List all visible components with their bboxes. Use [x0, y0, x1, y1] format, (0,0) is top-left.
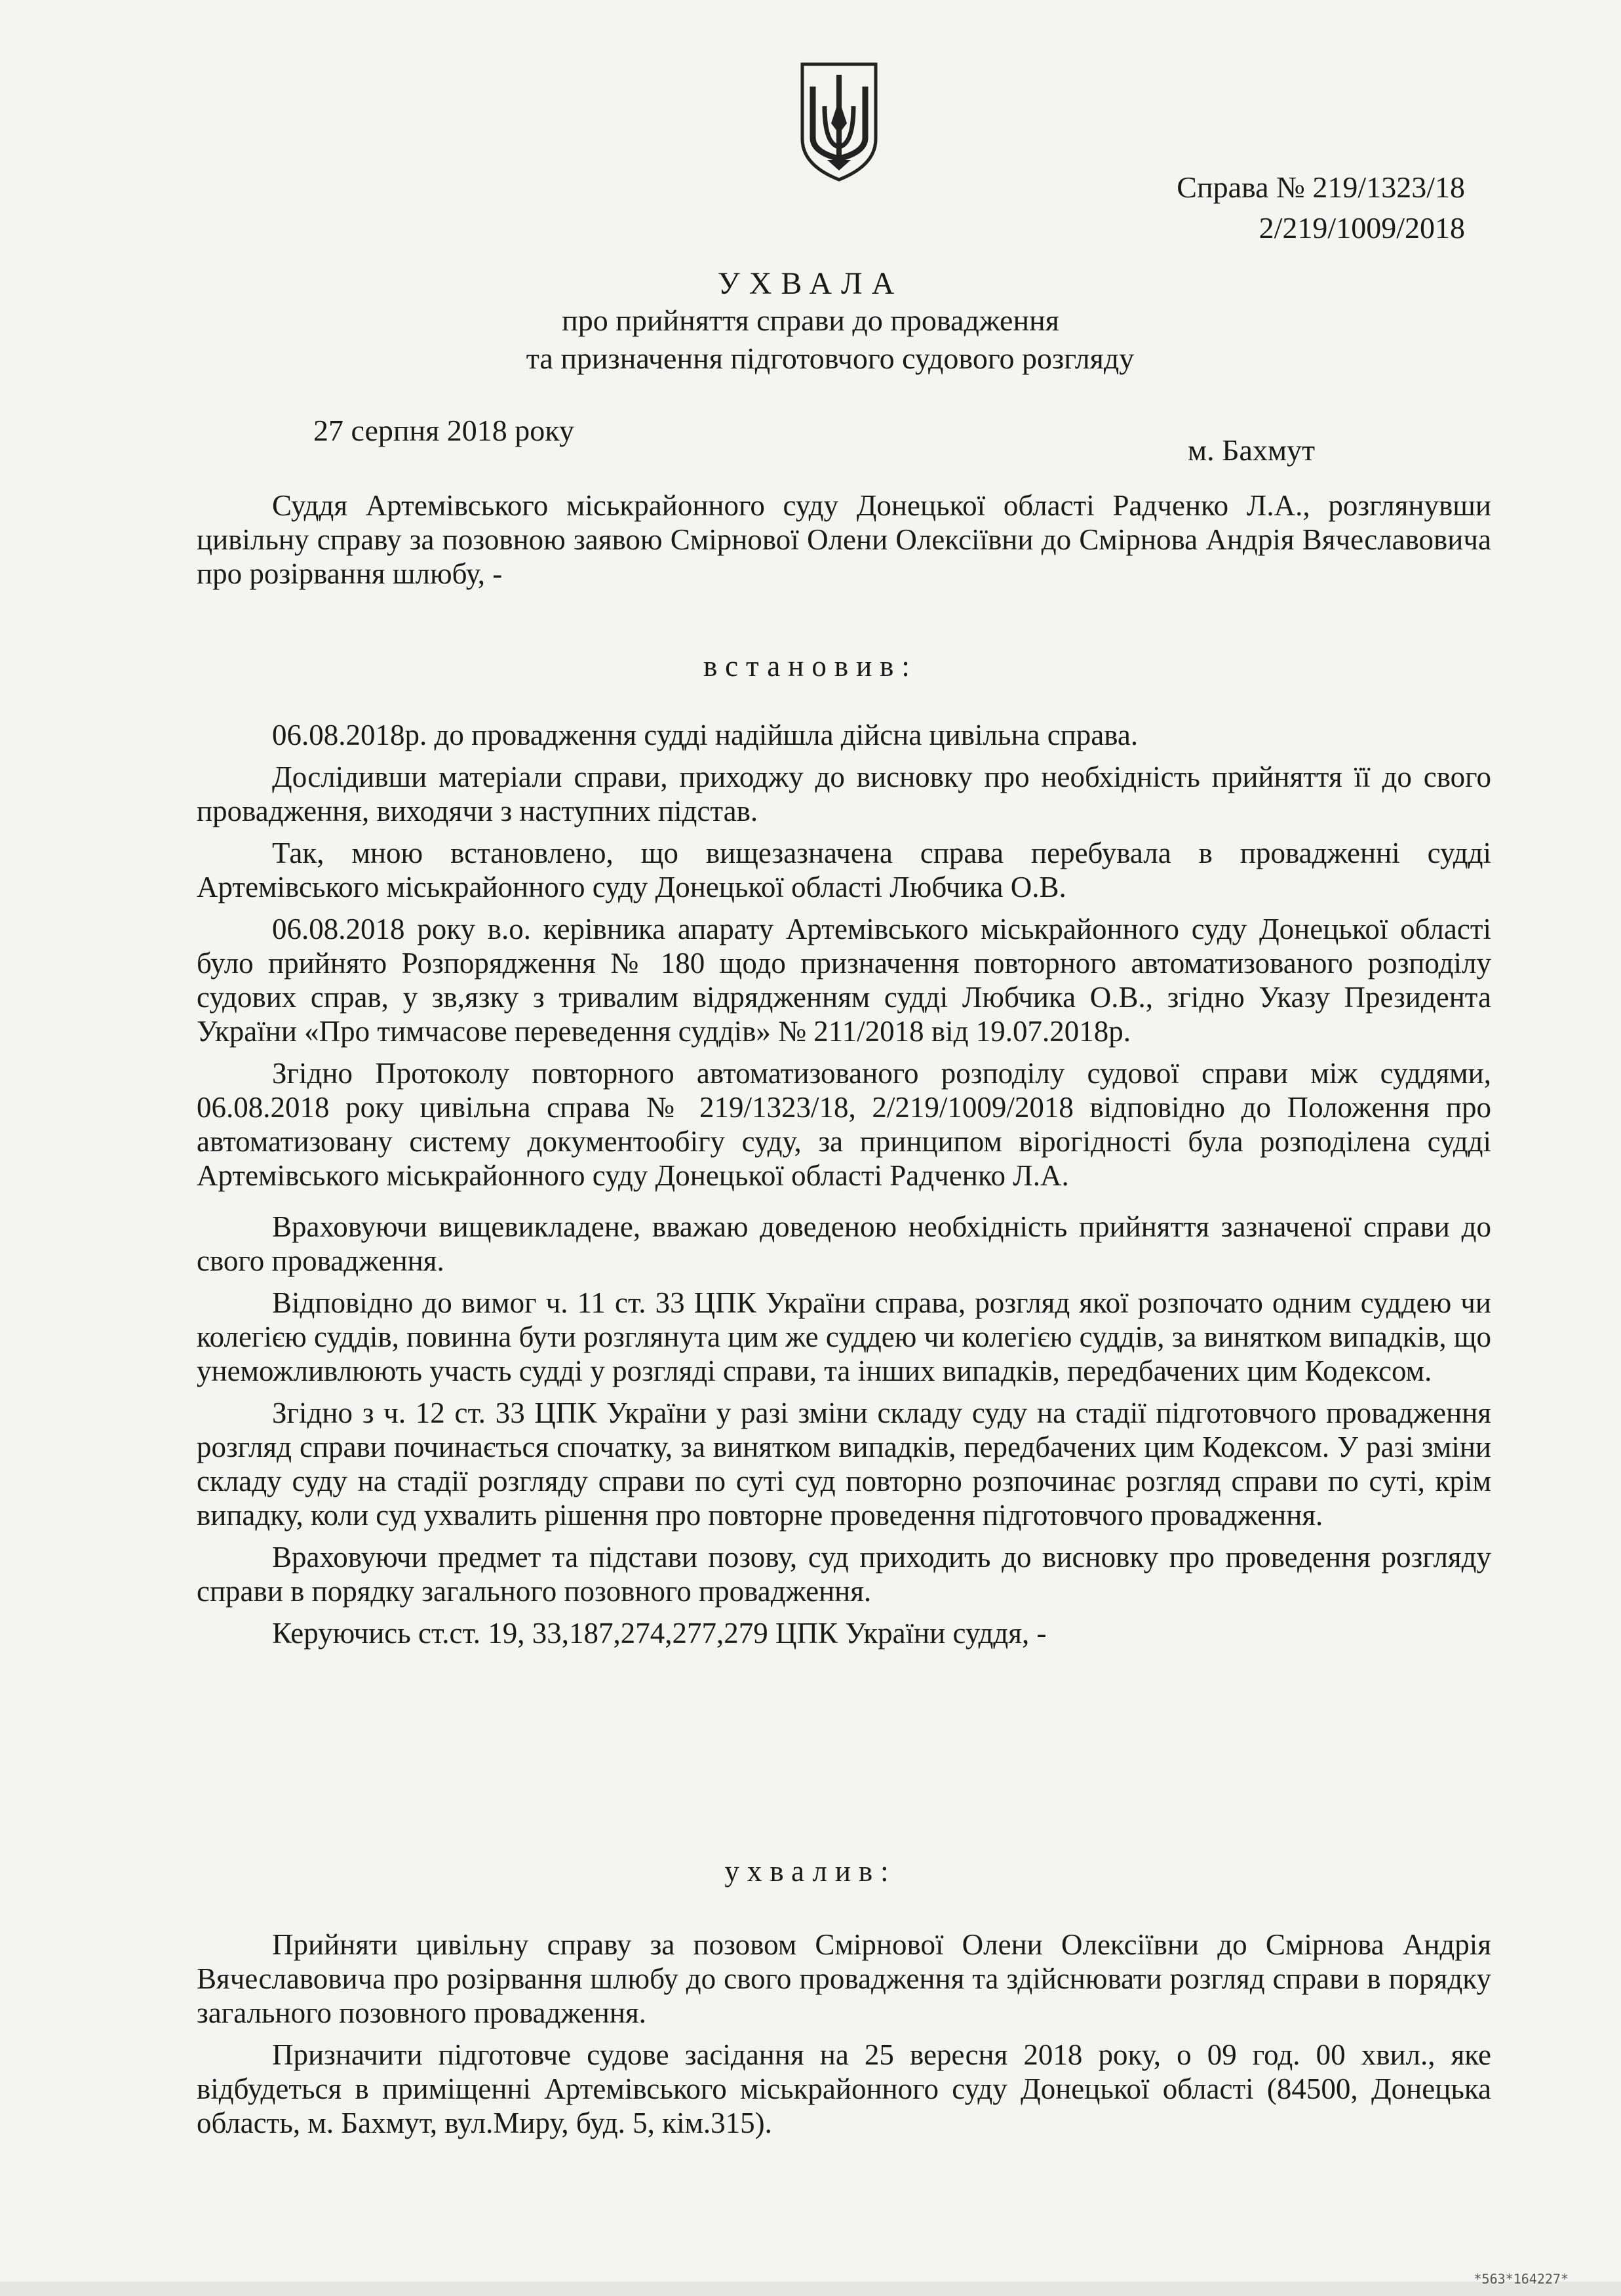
- section-heading-established: встановив:: [703, 650, 918, 683]
- case-number: [1177, 167, 1465, 248]
- established-paragraph: Згідно Протоколу повторного автоматизованого розподілу судової справи між суддями, 06.08.2018 року цивільна справа № 219/1323/18, 2/219/1009/2018 відповідно до Положення про автоматизовану систему документообігу суду, за принципом вірогідності була розподілена судді Артемівського міськрайонного суду Донецької області Радченко Л.А.: [197, 1057, 1491, 1192]
- page-edge: [0, 2282, 1621, 2296]
- barcode-stamp: *563*164227*: [1474, 2271, 1569, 2287]
- case-number-line1: Справа № 219/1323/18: [1177, 170, 1465, 204]
- tryzub-coat-of-arms-icon: [798, 60, 880, 182]
- document-subtitle-2: та призначення підготовчого судового розгляду: [526, 342, 1135, 375]
- document-title: УХВАЛА: [717, 266, 904, 301]
- document-date: 27 серпня 2018 року: [313, 414, 574, 447]
- established-paragraph: Керуючись ст.ст. 19, 33,187,274,277,279 ЦПК України суддя, -: [272, 1617, 1047, 1650]
- established-paragraph: 06.08.2018р. до провадження судді надійшла дійсна цивільна справа.: [272, 719, 1139, 751]
- intro-text: Суддя Артемівського міськрайонного суду Донецької області Радченко Л.А., розглянувши цивільну справу за позовною заявою Смірнової Олени Олексіївни до Смірнова Андрія Вячеславовича про розірвання шлюбу, -: [197, 489, 1491, 590]
- established-section: [197, 718, 1491, 1650]
- document-city: м. Бахмут: [1188, 433, 1316, 467]
- established-paragraph: Згідно з ч. 12 ст. 33 ЦПК України у разі зміни складу суду на стадії підготовчого провадження розгляд справи починається спочатку, за винятком випадків, передбачених цим Кодексом. У разі зміни складу суду на стадії розгляду справи по суті суд повторно розпочинає розгляд справи по суті, крім випадку, коли суд ухвалить рішення про повторне проведення підготовчого провадження.: [197, 1396, 1491, 1532]
- section-heading-ruled: ухвалив:: [724, 1855, 897, 1888]
- ruled-paragraph: Призначити підготовче судове засідання на 25 вересня 2018 року, о 09 год. 00 хвил., яке відбудеться в приміщенні Артемівського міськрайонного суду Донецької області (84500, Донецька область, м. Бахмут, вул.Миру, буд. 5, кім.315).: [197, 2038, 1491, 2139]
- established-paragraph: Враховуючи вищевикладене, вважаю доведеною необхідність прийняття зазначеної справи до свого провадження.: [197, 1210, 1491, 1277]
- intro-paragraph: [197, 488, 1491, 591]
- established-paragraph: Так, мною встановлено, що вищезазначена справа перебувала в провадженні судді Артемівського міськрайонного суду Донецької області Любчика О.В.: [197, 837, 1491, 903]
- established-paragraph: 06.08.2018 року в.о. керівника апарату Артемівського міськрайонного суду Донецької області було прийнято Розпорядження № 180 щодо призначення повторного автоматизованого розподілу судових справ, у зв,язку з тривалим відрядженням судді Любчика О.В., згідно Указу Президента України «Про тимчасове переведення суддів» № 211/2018 від 19.07.2018р.: [197, 913, 1491, 1048]
- established-paragraph: Відповідно до вимог ч. 11 ст. 33 ЦПК України справа, розгляд якої розпочато одним суддею чи колегією суддів, повинна бути розглянута цим же суддею чи колегією суддів, за винятком випадків, що унеможливлюють участь судді у розгляді справи, та інших випадків, передбачених цим Кодексом.: [197, 1286, 1491, 1387]
- ruled-paragraph: Прийняти цивільну справу за позовом Смірнової Олени Олексіївни до Смірнова Андрія Вячеславовича про розірвання шлюбу до свого провадження та здійснювати розгляд справи в порядку загального позовного провадження.: [197, 1928, 1491, 2029]
- document-subtitle-1: про прийняття справи до провадження: [562, 304, 1059, 337]
- case-number-line2: 2/219/1009/2018: [1259, 211, 1465, 245]
- established-paragraph: Враховуючи предмет та підстави позову, суд приходить до висновку про проведення розгляду справи в порядку загального позовного провадження.: [197, 1541, 1491, 1608]
- established-paragraph: Дослідивши матеріали справи, приходжу до висновку про необхідність прийняття її до свого провадження, виходячи з наступних підстав.: [197, 761, 1491, 827]
- ruled-section: [197, 1928, 1491, 2140]
